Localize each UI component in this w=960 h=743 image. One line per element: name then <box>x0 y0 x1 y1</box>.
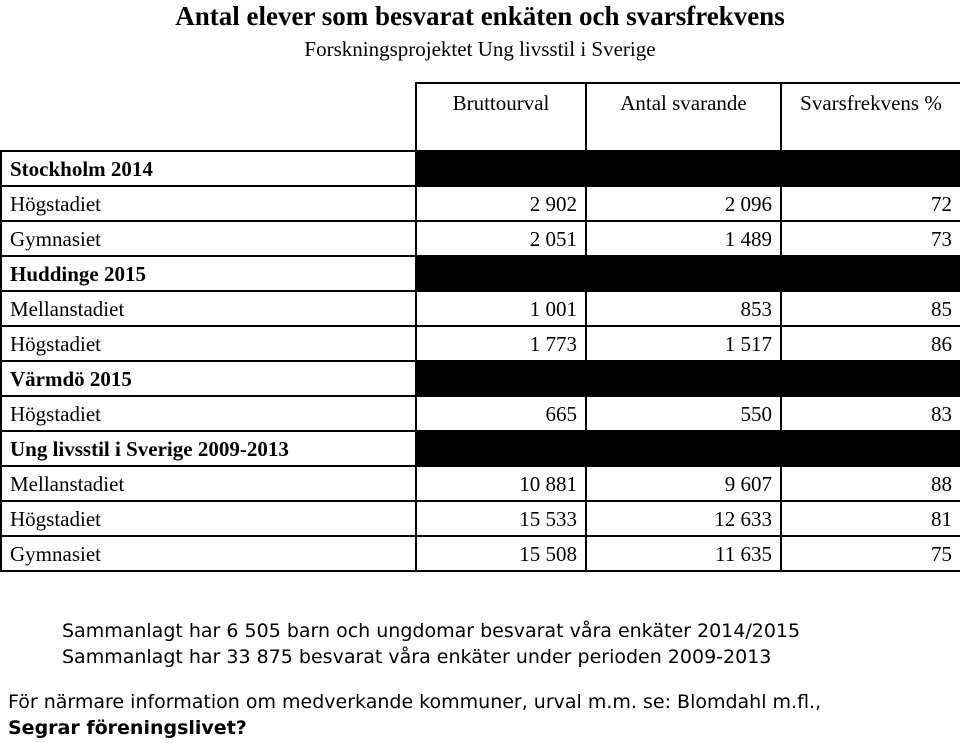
cell-svarsfrekvens: 85 <box>781 291 960 326</box>
page-title: Antal elever som besvarat enkäten och svarsfrekvens <box>175 1 785 31</box>
row-label: Mellanstadiet <box>1 291 416 326</box>
row-label: Högstadiet <box>1 326 416 361</box>
info-text: För närmare information om medverkande kommuner, urval m.m. se: Blomdahl m.fl., <box>8 691 822 713</box>
cell-bruttourval: 2 902 <box>416 186 586 221</box>
cell-bruttourval: 2 051 <box>416 221 586 256</box>
group-filler-cell <box>416 256 960 291</box>
cell-antal-svarande: 1 517 <box>586 326 781 361</box>
cell-bruttourval: 15 508 <box>416 536 586 571</box>
cell-bruttourval: 1 773 <box>416 326 586 361</box>
group-row <box>1 151 960 186</box>
group-filler-cell <box>416 151 960 186</box>
table-row <box>1 326 960 361</box>
summary-note-2009-2013: Sammanlagt har 33 875 besvarat våra enkäter under perioden 2009-2013 <box>62 646 772 668</box>
cell-antal-svarande: 2 096 <box>586 186 781 221</box>
page-subtitle: Forskningsprojektet Ung livsstil i Sverige <box>304 37 656 61</box>
table-row <box>1 466 960 501</box>
table-row <box>1 221 960 256</box>
group-row <box>1 431 960 466</box>
row-label: Högstadiet <box>1 186 416 221</box>
cell-antal-svarande: 11 635 <box>586 536 781 571</box>
row-label: Mellanstadiet <box>1 466 416 501</box>
table-row <box>1 501 960 536</box>
cell-antal-svarande: 12 633 <box>586 501 781 536</box>
cell-svarsfrekvens: 83 <box>781 396 960 431</box>
table-row <box>1 186 960 221</box>
row-label: Gymnasiet <box>1 536 416 571</box>
cell-antal-svarande: 9 607 <box>586 466 781 501</box>
cell-svarsfrekvens: 72 <box>781 186 960 221</box>
cell-svarsfrekvens: 75 <box>781 536 960 571</box>
row-label: Gymnasiet <box>1 221 416 256</box>
table-header-row <box>1 83 960 151</box>
header-corner-cell <box>1 83 416 151</box>
cell-antal-svarande: 1 489 <box>586 221 781 256</box>
table-row <box>1 396 960 431</box>
table-row <box>1 291 960 326</box>
table-row <box>1 536 960 571</box>
cell-bruttourval: 665 <box>416 396 586 431</box>
group-label: Stockholm 2014 <box>1 151 416 186</box>
group-label: Värmdö 2015 <box>1 361 416 396</box>
summary-note-2014-2015: Sammanlagt har 6 505 barn och ungdomar besvarat våra enkäter 2014/2015 <box>62 620 801 642</box>
cell-svarsfrekvens: 81 <box>781 501 960 536</box>
cell-antal-svarande: 853 <box>586 291 781 326</box>
cell-antal-svarande: 550 <box>586 396 781 431</box>
row-label: Högstadiet <box>1 501 416 536</box>
column-header-svarsfrekvens: Svarsfrekvens % <box>781 83 960 151</box>
info-reference-title: Segrar föreningslivet? <box>8 717 247 739</box>
cell-svarsfrekvens: 86 <box>781 326 960 361</box>
group-row <box>1 256 960 291</box>
cell-bruttourval: 10 881 <box>416 466 586 501</box>
cell-svarsfrekvens: 88 <box>781 466 960 501</box>
cell-bruttourval: 1 001 <box>416 291 586 326</box>
cell-bruttourval: 15 533 <box>416 501 586 536</box>
cell-svarsfrekvens: 73 <box>781 221 960 256</box>
column-header-antal-svarande: Antal svarande <box>586 83 781 151</box>
row-label: Högstadiet <box>1 396 416 431</box>
column-header-bruttourval: Bruttourval <box>416 83 586 151</box>
group-label: Huddinge 2015 <box>1 256 416 291</box>
group-row <box>1 361 960 396</box>
group-filler-cell <box>416 361 960 396</box>
response-table <box>0 82 960 572</box>
group-label: Ung livsstil i Sverige 2009-2013 <box>1 431 416 466</box>
group-filler-cell <box>416 431 960 466</box>
